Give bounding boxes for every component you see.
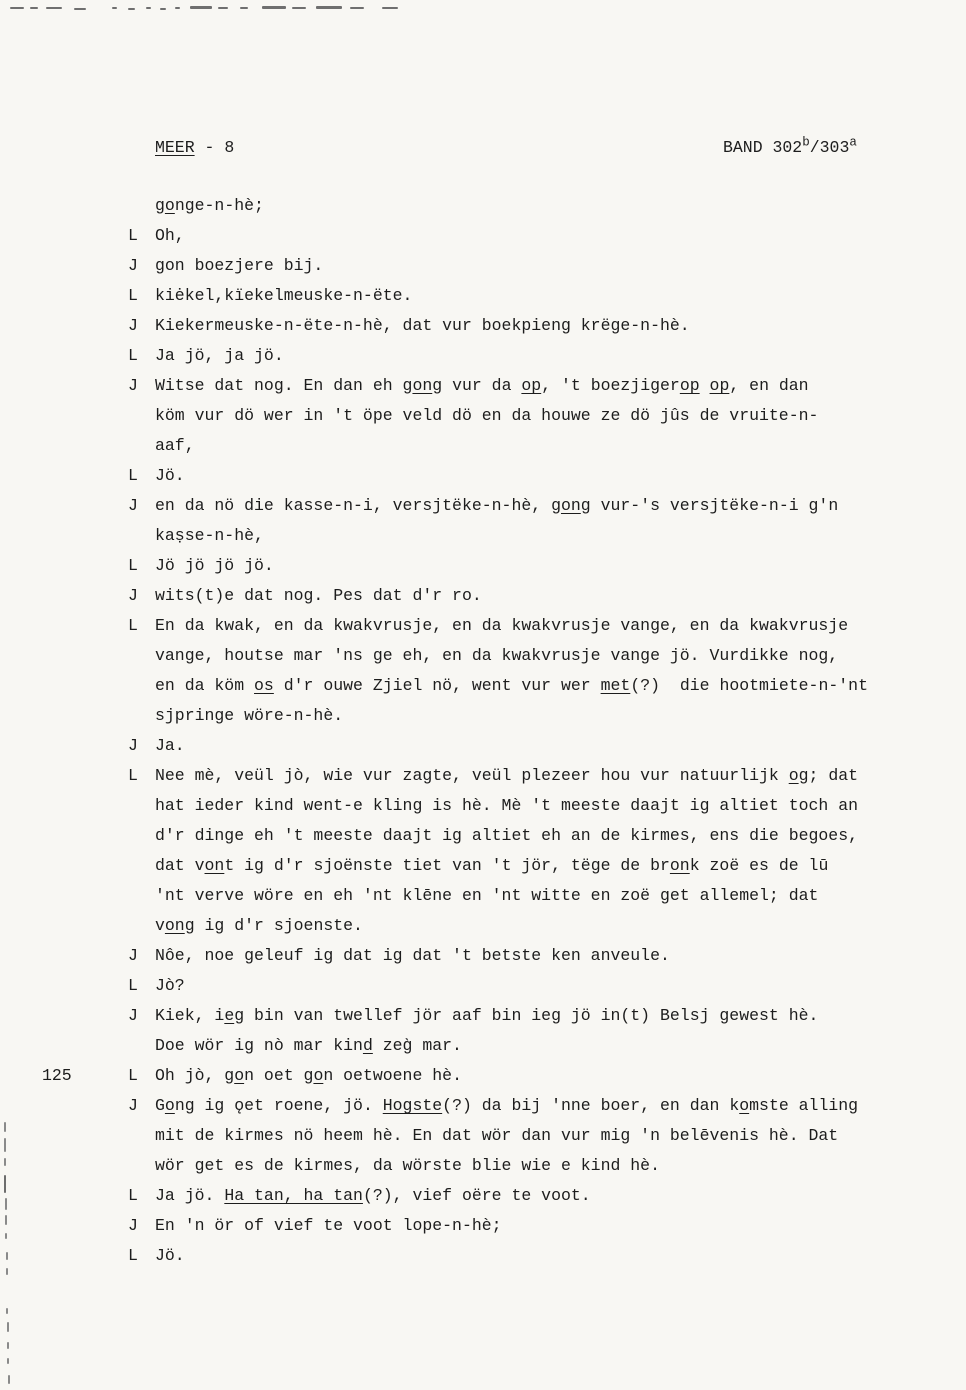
text-segment: Ha tan, ha tan xyxy=(224,1186,363,1205)
line-text xyxy=(155,646,838,665)
text-segment: on xyxy=(669,856,690,875)
text-segment: n oet g xyxy=(244,1066,314,1085)
speaker-label: L xyxy=(128,976,138,995)
line-text xyxy=(155,556,274,575)
text-segment: b xyxy=(802,135,810,150)
text-segment: mste alling xyxy=(749,1096,859,1115)
text-segment: , en dan xyxy=(729,376,809,395)
text-segment: en da nö die kasse-n-i, versjtëke-n-hè, g xyxy=(155,496,561,515)
text-segment: o xyxy=(739,1096,750,1115)
line-text xyxy=(155,1066,462,1085)
line-text xyxy=(155,1216,502,1235)
speaker-label: L xyxy=(128,226,138,245)
transcript-line xyxy=(128,551,938,581)
text-segment: on xyxy=(164,916,185,935)
line-text xyxy=(155,886,818,905)
line-text xyxy=(155,256,323,275)
transcript-line xyxy=(128,881,938,911)
speaker-label xyxy=(128,821,155,851)
text-segment: o xyxy=(234,1066,245,1085)
speaker-label xyxy=(128,1031,155,1061)
text-segment: aaf, xyxy=(155,436,195,455)
text-segment: MEER xyxy=(155,138,195,157)
line-text xyxy=(155,1036,462,1055)
speaker-label: L xyxy=(128,346,138,365)
text-segment: Kiekermeuske-n-ëte-n-hè, dat vur boekpieng krëge-n-hè. xyxy=(155,316,690,335)
line-text xyxy=(155,1096,858,1115)
text-segment: - 8 xyxy=(194,138,235,157)
text-segment: o xyxy=(313,1066,324,1085)
text-segment: köm vur dö wer in 't öpe veld dö en da houwe ze dö jûs de vruite-n- xyxy=(155,406,819,425)
text-segment: , 't boezjiger xyxy=(541,376,680,395)
line-text xyxy=(155,466,185,485)
line-text xyxy=(155,1186,591,1205)
transcript-line xyxy=(128,1091,938,1121)
speaker-label: L xyxy=(128,466,138,485)
text-segment: BAND 302 xyxy=(723,138,803,157)
text-segment: Ja. xyxy=(155,736,185,755)
line-text xyxy=(155,316,690,335)
band-label xyxy=(723,135,857,157)
transcript-line xyxy=(128,1121,938,1151)
speaker-label xyxy=(128,641,155,671)
line-text xyxy=(155,196,264,215)
speaker-label: J xyxy=(128,586,138,605)
transcript-line xyxy=(128,731,938,761)
speaker-label: L xyxy=(128,766,138,785)
speaker-label: L xyxy=(128,1066,138,1085)
text-segment: wits(t)e dat nog. Pes dat d'r ro. xyxy=(155,586,482,605)
transcript-line xyxy=(128,821,938,851)
transcript-line xyxy=(128,431,938,461)
line-text xyxy=(155,286,412,305)
line-text xyxy=(155,916,363,935)
text-segment: en da köm xyxy=(155,676,255,695)
speaker-label: L xyxy=(128,286,138,305)
transcript-line xyxy=(128,521,938,551)
text-segment: kiėkel,kïekelmeuske-n-ëte. xyxy=(155,286,413,305)
text-segment: gon boezjere bij. xyxy=(155,256,324,275)
line-text xyxy=(155,616,848,635)
transcript-line xyxy=(128,941,938,971)
transcript-line xyxy=(128,491,938,521)
line-text xyxy=(155,346,284,365)
speaker-label: J xyxy=(128,376,138,395)
line-text xyxy=(155,826,858,845)
transcript-line xyxy=(128,671,938,701)
line-text xyxy=(155,676,868,695)
transcript-line xyxy=(128,1241,938,1271)
speaker-label xyxy=(128,521,155,551)
transcript-line xyxy=(128,1001,938,1031)
speaker-label: J xyxy=(128,496,138,515)
text-segment: g ig d'r sjoenste. xyxy=(184,916,363,935)
text-segment: d xyxy=(362,1036,373,1055)
text-segment: Jò? xyxy=(155,976,185,995)
text-segment: dat v xyxy=(155,856,205,875)
transcript-line xyxy=(128,281,938,311)
speaker-label: J xyxy=(128,1096,138,1115)
page-header xyxy=(0,135,966,164)
page-title xyxy=(155,138,234,157)
speaker-label xyxy=(128,881,155,911)
transcript-line xyxy=(128,311,938,341)
transcript-line xyxy=(128,971,938,1001)
speaker-label: J xyxy=(128,316,138,335)
text-segment: zeg̀ mar. xyxy=(372,1036,462,1055)
text-segment: wör get es de kirmes, da wörste blie wie e kind hè. xyxy=(155,1156,660,1175)
transcript-line xyxy=(128,1031,938,1061)
text-segment: nge-n-hè; xyxy=(174,196,264,215)
line-text xyxy=(155,796,858,815)
text-segment xyxy=(700,376,710,395)
text-segment: Kiek, i xyxy=(155,1006,225,1025)
text-segment: d'r dinge eh 't meeste daajt ig altiet eh an de kirmes, ens die begoes, xyxy=(155,826,859,845)
line-text xyxy=(155,1246,185,1265)
text-segment: Oh, xyxy=(155,226,185,245)
text-segment: Ja jö, ja jö. xyxy=(155,346,284,365)
transcript-line xyxy=(128,371,938,401)
speaker-label xyxy=(128,431,155,461)
text-segment: o xyxy=(164,196,175,215)
transcript-line xyxy=(128,761,938,791)
text-segment: /303 xyxy=(809,138,850,157)
text-segment: kaṣse-n-hè, xyxy=(155,526,264,545)
line-number: 125 xyxy=(42,1066,72,1085)
text-segment: g; dat xyxy=(798,766,859,785)
transcript-line xyxy=(42,1061,938,1091)
speaker-label xyxy=(128,1151,155,1181)
speaker-label xyxy=(128,791,155,821)
speaker-label: J xyxy=(128,736,138,755)
transcript-line xyxy=(128,461,938,491)
line-text xyxy=(155,526,264,545)
transcript xyxy=(42,191,938,1271)
text-segment: Jö jö jö jö. xyxy=(155,556,274,575)
text-segment: En 'n ör of vief te voot lope-n-hè; xyxy=(155,1216,502,1235)
transcript-line xyxy=(128,581,938,611)
speaker-label: J xyxy=(128,1216,138,1235)
line-text xyxy=(155,436,195,455)
line-text xyxy=(155,406,818,425)
text-segment: G xyxy=(155,1096,165,1115)
speaker-label: L xyxy=(128,556,138,575)
line-text xyxy=(155,706,343,725)
speaker-label xyxy=(128,1121,155,1151)
speaker-label xyxy=(128,671,155,701)
text-segment: mit de kirmes nö heem hè. En dat wör dan vur mig 'n belēvenis hè. Dat xyxy=(155,1126,839,1145)
speaker-label: L xyxy=(128,1186,138,1205)
text-segment: Witse dat nog. En dan eh g xyxy=(155,376,413,395)
transcript-line xyxy=(128,401,938,431)
speaker-label: J xyxy=(128,256,138,275)
line-text xyxy=(155,226,185,245)
text-segment: d'r ouwe Zjiel nö, went vur wer xyxy=(273,676,601,695)
text-segment: (?) die hootmiete-n-'nt xyxy=(630,676,868,695)
transcript-line xyxy=(128,221,938,251)
line-text xyxy=(155,856,828,875)
speaker-label xyxy=(128,191,155,221)
text-segment: o xyxy=(164,1096,175,1115)
transcript-line xyxy=(128,911,938,941)
line-text xyxy=(155,1156,660,1175)
line-text xyxy=(155,976,185,995)
text-segment: op xyxy=(521,376,542,395)
speaker-label: L xyxy=(128,1246,138,1265)
text-segment: Doe wör ig nò mar kin xyxy=(155,1036,363,1055)
text-segment: Jö. xyxy=(155,1246,185,1265)
text-segment: Hogste xyxy=(382,1096,443,1115)
text-segment: o xyxy=(788,766,799,785)
line-text xyxy=(155,946,670,965)
text-segment: n oetwoene hè. xyxy=(323,1066,462,1085)
transcript-line xyxy=(128,851,938,881)
text-segment: Jö. xyxy=(155,466,185,485)
line-text xyxy=(155,1006,818,1025)
line-text xyxy=(155,766,858,785)
speaker-label: J xyxy=(128,1006,138,1025)
text-segment: Nôe, noe geleuf ig dat ig dat 't betste ken anveule. xyxy=(155,946,670,965)
speaker-label xyxy=(128,701,155,731)
text-segment: a xyxy=(849,135,857,150)
text-segment: sjpringe wöre-n-hè. xyxy=(155,706,344,725)
text-segment: g bin van twellef jör aaf bin ieg jö in(t) Belsj gewest hè. xyxy=(234,1006,819,1025)
speaker-label xyxy=(128,911,155,941)
transcript-line xyxy=(128,1211,938,1241)
line-text xyxy=(155,376,809,395)
text-segment: k zoë es de lū xyxy=(689,856,829,875)
text-segment: vange, houtse mar 'ns ge eh, en da kwakvrusje vange jö. Vurdikke nog, xyxy=(155,646,839,665)
speaker-label: J xyxy=(128,946,138,965)
speaker-label xyxy=(128,851,155,881)
line-text xyxy=(155,736,185,755)
text-segment: met xyxy=(600,676,631,695)
text-segment: hat ieder kind went-e kling is hè. Mè 't meeste daajt ig altiet toch an xyxy=(155,796,859,815)
line-text xyxy=(155,1126,838,1145)
transcript-line xyxy=(128,191,938,221)
speaker-label: L xyxy=(128,616,138,635)
text-segment: En da kwak, en da kwakvrusje, en da kwakvrusje vange, en da kwakvrusje xyxy=(155,616,849,635)
text-segment: Nee mè, veül jò, wie vur zagte, veül plezeer hou vur natuurlijk xyxy=(155,766,789,785)
text-segment: g vur da xyxy=(432,376,522,395)
text-segment: t ig d'r sjoënste tiet van 't jör, tëge de br xyxy=(224,856,670,875)
transcript-line xyxy=(128,641,938,671)
transcript-line xyxy=(128,1181,938,1211)
transcript-line xyxy=(128,791,938,821)
text-segment: (?), vief oëre te voot. xyxy=(362,1186,591,1205)
text-segment: 'nt verve wöre en eh 'nt klēne en 'nt witte en zoë get allemel; dat xyxy=(155,886,819,905)
transcript-line xyxy=(128,251,938,281)
text-segment: g vur-'s versjtëke-n-i g'n xyxy=(580,496,839,515)
text-segment: e xyxy=(224,1006,235,1025)
text-segment: Oh jò, g xyxy=(155,1066,235,1085)
text-segment: on xyxy=(412,376,433,395)
speaker-label xyxy=(128,401,155,431)
text-segment: (?) da bij 'nne boer, en dan k xyxy=(442,1096,740,1115)
text-segment: on xyxy=(204,856,225,875)
transcript-line xyxy=(128,1151,938,1181)
text-segment: v xyxy=(155,916,165,935)
transcript-line xyxy=(128,341,938,371)
transcript-line xyxy=(128,611,938,641)
text-segment: os xyxy=(254,676,274,695)
text-segment: op xyxy=(709,376,730,395)
text-segment: op xyxy=(679,376,700,395)
text-segment: on xyxy=(560,496,581,515)
text-segment: Ja jö. xyxy=(155,1186,225,1205)
line-text xyxy=(155,496,838,515)
text-segment: ng ig ǫet roene, jö. xyxy=(174,1096,383,1115)
text-segment: g xyxy=(155,196,165,215)
line-text xyxy=(155,586,482,605)
transcript-line xyxy=(128,701,938,731)
